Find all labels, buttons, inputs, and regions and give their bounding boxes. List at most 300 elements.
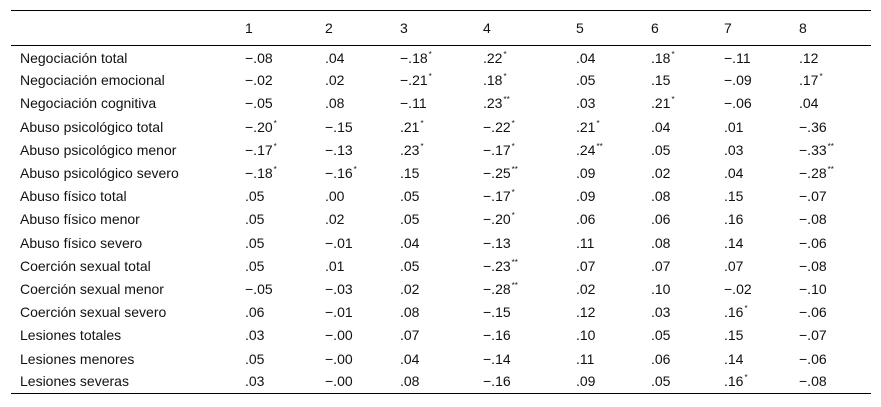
table-cell xyxy=(651,370,724,393)
cell-value: −.28 xyxy=(483,280,511,297)
table-cell xyxy=(483,92,576,115)
cell-value: .18 xyxy=(651,50,671,67)
cell-value: −.08 xyxy=(245,50,273,67)
table-cell xyxy=(245,254,325,277)
cell-value: .06 xyxy=(576,211,596,228)
row-label: Abuso psicológico menor xyxy=(20,141,177,158)
table-cell xyxy=(799,115,871,138)
table-cell xyxy=(799,347,871,370)
table-cell xyxy=(651,208,724,231)
table-cell xyxy=(483,208,576,231)
cell-value: .21 xyxy=(576,118,596,135)
cell-value: −.10 xyxy=(799,280,827,297)
cell-value: .21 xyxy=(651,95,671,112)
table-cell xyxy=(325,347,400,370)
row-label: Lesiones totales xyxy=(20,327,122,344)
table-cell xyxy=(576,324,651,347)
table-cell xyxy=(483,46,576,69)
table-cell xyxy=(400,161,483,184)
table-cell xyxy=(400,69,483,92)
cell-value: .05 xyxy=(245,211,265,228)
cell-value: −.18 xyxy=(245,165,273,182)
cell-value: −.07 xyxy=(799,327,827,344)
table-cell xyxy=(651,115,724,138)
cell-value: −.18 xyxy=(400,50,428,67)
cell-value: .06 xyxy=(651,211,671,228)
cell-value: .08 xyxy=(325,95,345,112)
table-cell xyxy=(483,231,576,254)
table-cell xyxy=(245,370,325,393)
cell-value: .05 xyxy=(245,257,265,274)
table-cell xyxy=(400,231,483,254)
significance-marker: * xyxy=(273,118,277,128)
cell-value: −.13 xyxy=(325,141,353,158)
table-cell xyxy=(799,185,871,208)
correlation-table xyxy=(11,10,871,394)
header-cell-4: 4 xyxy=(483,11,576,46)
cell-value: .02 xyxy=(325,72,345,89)
table-cell xyxy=(576,138,651,161)
cell-value: −.15 xyxy=(325,118,353,135)
cell-value: .12 xyxy=(576,304,596,321)
table-cell xyxy=(799,231,871,254)
table-cell xyxy=(651,46,724,69)
row-label: Lesiones menores xyxy=(20,350,135,367)
table-cell xyxy=(325,115,400,138)
table-cell xyxy=(400,208,483,231)
header-cell-3: 3 xyxy=(400,11,483,46)
cell-value: −.01 xyxy=(325,234,353,251)
table-cell xyxy=(799,301,871,324)
row-label: Coerción sexual severo xyxy=(20,304,167,321)
cell-value: .05 xyxy=(400,211,420,228)
cell-value: .08 xyxy=(400,373,420,390)
table-cell xyxy=(651,347,724,370)
table-cell xyxy=(400,301,483,324)
table-cell xyxy=(651,254,724,277)
significance-marker: * xyxy=(273,141,277,151)
table-cell xyxy=(799,138,871,161)
header-cell-5: 5 xyxy=(576,11,651,46)
cell-value: −.07 xyxy=(799,188,827,205)
cell-value: −.03 xyxy=(325,280,353,297)
table-cell xyxy=(576,69,651,92)
cell-value: .05 xyxy=(245,188,265,205)
significance-marker: * xyxy=(420,141,424,151)
row-label: Abuso psicológico total xyxy=(20,118,164,135)
significance-marker: ** xyxy=(511,257,518,267)
table-cell xyxy=(724,161,799,184)
significance-marker: * xyxy=(511,141,515,151)
table-cell xyxy=(724,115,799,138)
table-cell xyxy=(400,92,483,115)
cell-value: −.36 xyxy=(799,118,827,135)
table-cell xyxy=(325,92,400,115)
cell-value: −.16 xyxy=(325,165,353,182)
table-cell xyxy=(483,370,576,393)
cell-value: .14 xyxy=(724,350,744,367)
table-cell xyxy=(724,92,799,115)
cell-value: .06 xyxy=(651,350,671,367)
table-cell xyxy=(483,301,576,324)
cell-value: −.00 xyxy=(325,327,353,344)
table-cell xyxy=(245,208,325,231)
table-cell xyxy=(325,69,400,92)
cell-value: .03 xyxy=(724,141,744,158)
cell-value: .11 xyxy=(576,234,595,251)
cell-value: .03 xyxy=(245,373,265,390)
cell-value: −.02 xyxy=(245,72,273,89)
table-cell xyxy=(724,208,799,231)
table-cell xyxy=(400,138,483,161)
table-cell xyxy=(576,231,651,254)
cell-value: −.13 xyxy=(483,234,511,251)
table-row xyxy=(11,347,871,370)
cell-value: .09 xyxy=(576,165,596,182)
cell-value: −.00 xyxy=(325,350,353,367)
cell-value: .07 xyxy=(651,257,671,274)
table-cell xyxy=(325,185,400,208)
cell-value: −.14 xyxy=(483,350,511,367)
table-cell xyxy=(576,208,651,231)
table-cell xyxy=(576,161,651,184)
table-row xyxy=(11,370,871,393)
cell-value: .12 xyxy=(799,50,819,67)
table-cell xyxy=(400,185,483,208)
significance-marker: ** xyxy=(511,165,518,175)
significance-marker: * xyxy=(511,211,515,221)
significance-marker: * xyxy=(511,188,515,198)
table-cell xyxy=(483,115,576,138)
row-label: Negociación total xyxy=(20,50,128,67)
header-cell-2: 2 xyxy=(325,11,400,46)
cell-value: .03 xyxy=(651,304,671,321)
table-cell xyxy=(483,347,576,370)
table-cell xyxy=(325,138,400,161)
table-cell xyxy=(724,370,799,393)
row-label: Lesiones severas xyxy=(11,370,245,393)
significance-marker: * xyxy=(273,165,277,175)
row-label: Abuso físico menor xyxy=(20,211,140,228)
table-cell xyxy=(245,347,325,370)
cell-value: .03 xyxy=(245,327,265,344)
table-cell xyxy=(724,46,799,69)
cell-value: −.01 xyxy=(325,304,353,321)
row-label: Negociación emocional xyxy=(20,72,165,89)
cell-value: .15 xyxy=(724,327,744,344)
table-cell xyxy=(325,161,400,184)
table-cell xyxy=(400,277,483,300)
table-cell xyxy=(325,46,400,69)
cell-value: .04 xyxy=(799,95,819,112)
cell-value: −.16 xyxy=(483,373,511,390)
cell-value: .09 xyxy=(576,373,596,390)
table-row xyxy=(11,115,871,138)
significance-marker: * xyxy=(744,373,748,383)
significance-marker: ** xyxy=(596,141,603,151)
table-cell xyxy=(245,46,325,69)
cell-value: .16 xyxy=(724,373,744,390)
significance-marker: * xyxy=(420,118,424,128)
table-cell xyxy=(651,161,724,184)
header-cell-6: 6 xyxy=(651,11,724,46)
cell-value: −.05 xyxy=(245,280,273,297)
cell-value: −.08 xyxy=(799,257,827,274)
table-cell xyxy=(245,161,325,184)
cell-value: .22 xyxy=(483,50,503,67)
table-cell xyxy=(651,138,724,161)
cell-value: .05 xyxy=(576,72,596,89)
cell-value: −.08 xyxy=(799,211,827,228)
significance-marker: * xyxy=(671,95,675,105)
table-cell xyxy=(651,277,724,300)
cell-value: .10 xyxy=(651,280,671,297)
table-cell xyxy=(483,277,576,300)
significance-marker: * xyxy=(428,50,432,60)
significance-marker: ** xyxy=(827,141,834,151)
table-cell xyxy=(651,185,724,208)
table-cell xyxy=(724,301,799,324)
table-cell xyxy=(651,324,724,347)
table-cell xyxy=(400,254,483,277)
cell-value: .21 xyxy=(400,118,420,135)
significance-marker: * xyxy=(511,118,515,128)
table-cell xyxy=(724,254,799,277)
cell-value: −.05 xyxy=(245,95,273,112)
cell-value: −.02 xyxy=(724,280,752,297)
table-cell xyxy=(724,138,799,161)
table-cell xyxy=(325,370,400,393)
cell-value: .05 xyxy=(400,257,420,274)
table-body xyxy=(11,46,871,394)
table-cell xyxy=(245,92,325,115)
cell-value: −.25 xyxy=(483,165,511,182)
table-cell xyxy=(799,161,871,184)
cell-value: .06 xyxy=(245,304,265,321)
cell-value: .08 xyxy=(400,304,420,321)
cell-value: .05 xyxy=(651,327,671,344)
cell-value: .01 xyxy=(724,118,744,135)
cell-value: −.00 xyxy=(325,373,353,390)
table-cell xyxy=(400,324,483,347)
row-label: Coerción sexual menor xyxy=(20,280,164,297)
header-cell-8: 8 xyxy=(799,11,871,46)
table-row xyxy=(11,69,871,92)
significance-marker: * xyxy=(744,304,748,314)
cell-value: −.11 xyxy=(724,50,751,67)
cell-value: −.21 xyxy=(400,72,428,89)
table-cell xyxy=(799,370,871,393)
cell-value: .05 xyxy=(651,373,671,390)
row-label: Abuso físico severo xyxy=(20,234,143,251)
table-cell xyxy=(724,347,799,370)
table-cell xyxy=(651,301,724,324)
cell-value: .03 xyxy=(576,95,596,112)
cell-value: −.06 xyxy=(799,304,827,321)
cell-value: −.28 xyxy=(799,165,827,182)
significance-marker: * xyxy=(503,72,507,82)
significance-marker: * xyxy=(428,72,432,82)
table-cell xyxy=(325,231,400,254)
table-cell xyxy=(724,185,799,208)
row-label: Negociación cognitiva xyxy=(20,95,157,112)
header-row xyxy=(11,11,871,46)
row-label: Abuso psicológico severo xyxy=(20,165,179,182)
table-cell xyxy=(799,69,871,92)
cell-value: .05 xyxy=(400,188,420,205)
table-cell xyxy=(799,46,871,69)
table-cell xyxy=(325,324,400,347)
table-cell xyxy=(799,208,871,231)
table-cell xyxy=(576,92,651,115)
table-cell xyxy=(400,370,483,393)
table-cell xyxy=(799,324,871,347)
header-cell-1: 1 xyxy=(245,11,325,46)
cell-value: −.09 xyxy=(724,72,752,89)
table-cell xyxy=(483,138,576,161)
cell-value: .18 xyxy=(483,72,503,89)
table-cell xyxy=(576,46,651,69)
cell-value: .23 xyxy=(400,141,420,158)
table-row xyxy=(11,92,871,115)
table-row xyxy=(11,324,871,347)
cell-value: −.06 xyxy=(724,95,752,112)
significance-marker: ** xyxy=(503,95,510,105)
cell-value: .00 xyxy=(325,188,345,205)
table-cell xyxy=(245,301,325,324)
row-label: Abuso físico total xyxy=(20,188,127,205)
cell-value: .16 xyxy=(724,211,744,228)
table-row xyxy=(11,277,871,300)
cell-value: .02 xyxy=(400,280,420,297)
cell-value: −.20 xyxy=(245,118,273,135)
cell-value: .10 xyxy=(576,327,596,344)
table-cell xyxy=(245,115,325,138)
table-row xyxy=(11,185,871,208)
cell-value: .24 xyxy=(576,141,596,158)
cell-value: .04 xyxy=(400,350,420,367)
cell-value: .04 xyxy=(724,165,744,182)
cell-value: −.23 xyxy=(483,257,511,274)
table-cell xyxy=(724,324,799,347)
cell-value: .05 xyxy=(245,350,265,367)
table-cell xyxy=(799,92,871,115)
table-cell xyxy=(576,254,651,277)
cell-value: .05 xyxy=(245,234,265,251)
table-cell xyxy=(483,324,576,347)
significance-marker: ** xyxy=(827,165,834,175)
cell-value: .04 xyxy=(400,234,420,251)
cell-value: .08 xyxy=(651,234,671,251)
cell-value: .07 xyxy=(724,257,744,274)
table-cell xyxy=(724,231,799,254)
cell-value: −.17 xyxy=(483,141,511,158)
cell-value: .02 xyxy=(651,165,671,182)
table-row xyxy=(11,208,871,231)
table-cell xyxy=(325,301,400,324)
cell-value: .15 xyxy=(651,72,671,89)
cell-value: −.06 xyxy=(799,350,827,367)
table-cell xyxy=(245,277,325,300)
significance-marker: * xyxy=(503,50,507,60)
cell-value: −.17 xyxy=(483,188,511,205)
table-cell xyxy=(483,185,576,208)
cell-value: .01 xyxy=(325,257,345,274)
table-cell xyxy=(325,277,400,300)
table-cell xyxy=(325,254,400,277)
cell-value: −.08 xyxy=(799,373,827,390)
table-cell xyxy=(400,46,483,69)
cell-value: −.17 xyxy=(245,141,273,158)
header-cell-label xyxy=(11,11,245,46)
table-cell xyxy=(799,254,871,277)
table-row xyxy=(11,161,871,184)
table-cell xyxy=(651,92,724,115)
cell-value: −.22 xyxy=(483,118,511,135)
significance-marker: * xyxy=(819,72,823,82)
cell-value: .02 xyxy=(576,280,596,297)
table-cell xyxy=(576,347,651,370)
cell-value: .17 xyxy=(799,72,819,89)
cell-value: .04 xyxy=(576,50,596,67)
table-cell xyxy=(724,69,799,92)
cell-value: .04 xyxy=(325,50,345,67)
table-cell xyxy=(651,231,724,254)
table-cell xyxy=(245,324,325,347)
significance-marker: * xyxy=(353,165,357,175)
table-container xyxy=(11,10,871,394)
cell-value: −.20 xyxy=(483,211,511,228)
header-cell-7: 7 xyxy=(724,11,799,46)
cell-value: .23 xyxy=(483,95,503,112)
cell-value: .05 xyxy=(651,141,671,158)
cell-value: .02 xyxy=(325,211,345,228)
table-cell xyxy=(483,254,576,277)
table-row xyxy=(11,46,871,69)
table-cell xyxy=(483,69,576,92)
table-cell xyxy=(576,370,651,393)
table-cell xyxy=(245,185,325,208)
table-cell xyxy=(245,138,325,161)
table-row xyxy=(11,254,871,277)
cell-value: .07 xyxy=(576,257,596,274)
cell-value: .07 xyxy=(400,327,420,344)
cell-value: −.15 xyxy=(483,304,511,321)
cell-value: −.11 xyxy=(400,95,427,112)
cell-value: .16 xyxy=(724,304,744,321)
table-cell xyxy=(576,115,651,138)
table-cell xyxy=(400,347,483,370)
table-cell xyxy=(245,231,325,254)
significance-marker: * xyxy=(596,118,600,128)
table-cell xyxy=(325,208,400,231)
cell-value: .15 xyxy=(724,188,744,205)
significance-marker: * xyxy=(671,50,675,60)
table-cell xyxy=(576,185,651,208)
cell-value: −.06 xyxy=(799,234,827,251)
cell-value: .09 xyxy=(576,188,596,205)
cell-value: .15 xyxy=(400,165,420,182)
table-cell xyxy=(400,115,483,138)
row-label: Coerción sexual total xyxy=(20,257,151,274)
cell-value: .08 xyxy=(651,188,671,205)
table-cell xyxy=(724,277,799,300)
cell-value: .04 xyxy=(651,118,671,135)
cell-value: −.16 xyxy=(483,327,511,344)
table-cell xyxy=(576,301,651,324)
cell-value: .14 xyxy=(724,234,744,251)
table-cell xyxy=(651,69,724,92)
